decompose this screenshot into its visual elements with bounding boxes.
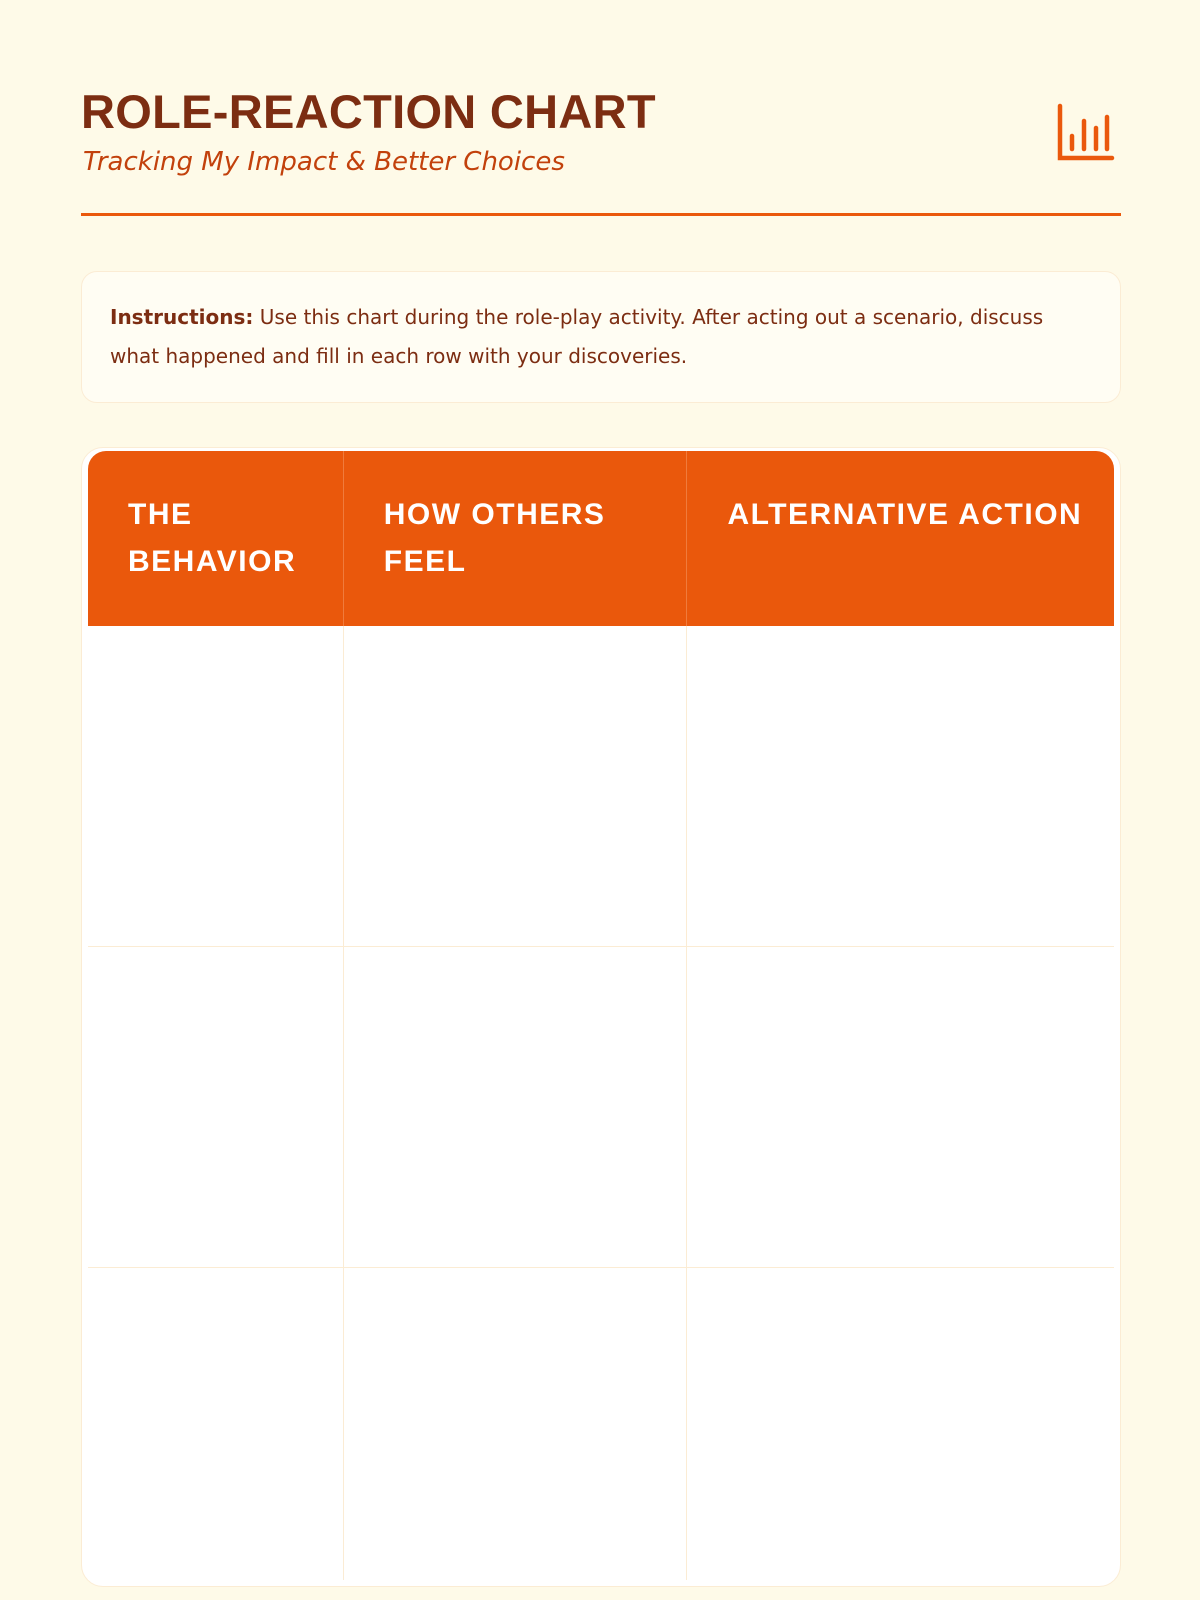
alternative-cell[interactable] [687, 1268, 1114, 1580]
table-header [88, 451, 1114, 626]
table-row [88, 626, 1114, 947]
table-body [88, 626, 1114, 1580]
alternative-cell[interactable] [687, 626, 1114, 946]
alternative-cell[interactable] [687, 947, 1114, 1267]
behavior-cell[interactable] [88, 947, 344, 1267]
feelings-cell[interactable] [344, 1268, 688, 1580]
header-divider [81, 213, 1121, 216]
page-subtitle: Tracking My Impact & Better Choices [83, 147, 565, 177]
instructions-box [81, 271, 1121, 403]
bar-chart-icon [1056, 103, 1116, 163]
table-row [88, 947, 1114, 1268]
feelings-cell[interactable] [344, 626, 688, 946]
instructions-label: Instructions: [110, 305, 254, 329]
instructions-text: Use this chart during the role-play activity. After acting out a scenario, discuss what happened and fill in each row with your discoveries. [110, 305, 1044, 368]
column-header-alternative-action: ALTERNATIVE ACTION [727, 498, 1083, 531]
column-header-how-others-feel: HOW OTHERS FEEL [344, 451, 688, 626]
page-title: ROLE-REACTION CHART [81, 85, 656, 138]
page-header [81, 80, 1121, 216]
behavior-cell[interactable] [88, 1268, 344, 1580]
role-reaction-table [81, 447, 1121, 1587]
column-header-behavior: THE BEHAVIOR [88, 451, 344, 626]
feelings-cell[interactable] [344, 947, 688, 1267]
table-row [88, 1268, 1114, 1580]
behavior-cell[interactable] [88, 626, 344, 946]
